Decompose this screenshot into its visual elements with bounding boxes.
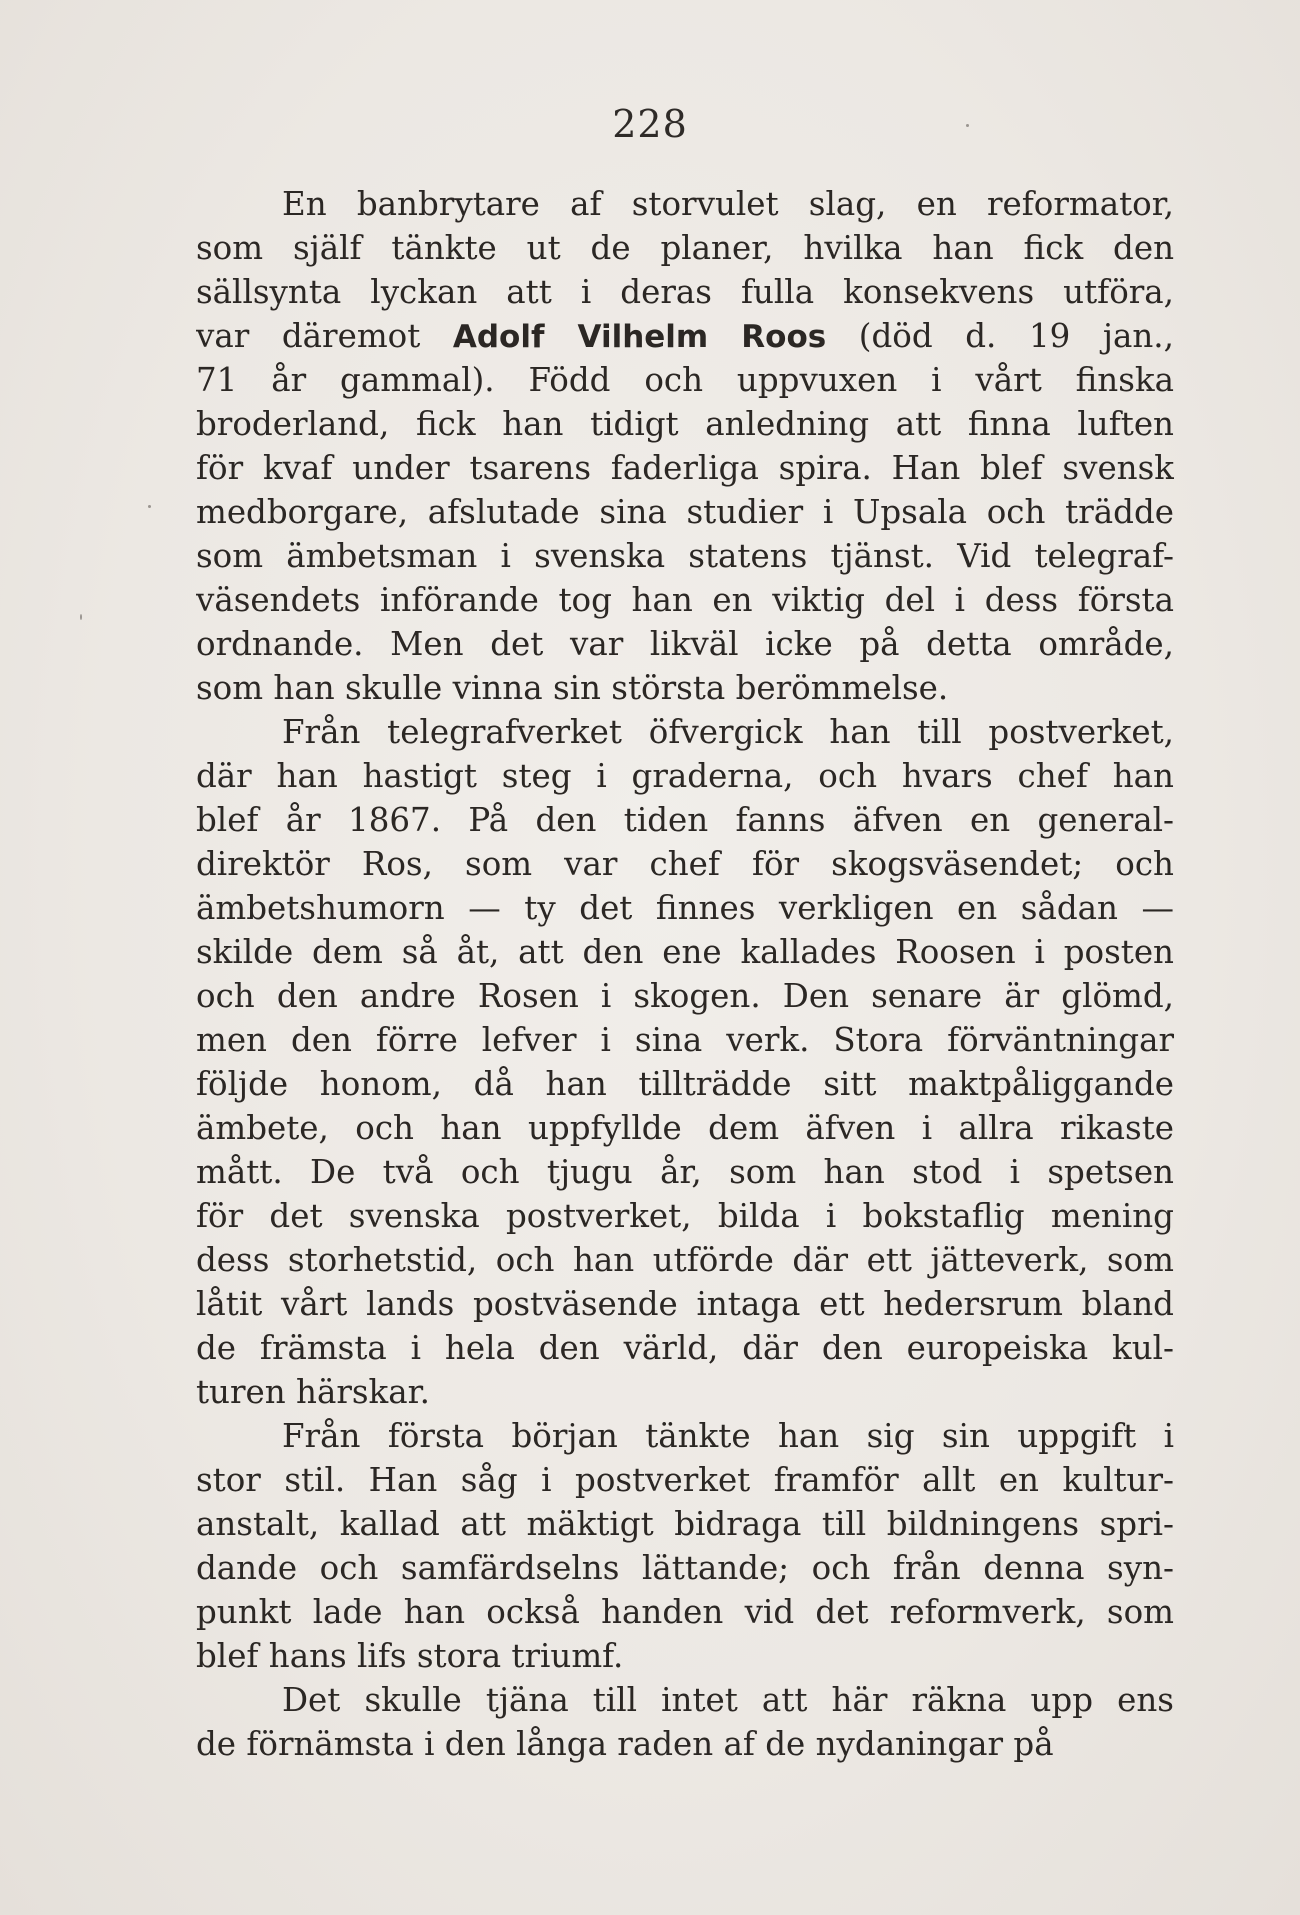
text-line: punkt lade han också handen vid det reformverk, som xyxy=(196,1593,1174,1631)
text-line: låtit vårt lands postväsende intaga ett hedersrum bland xyxy=(196,1285,1174,1323)
text-line: blef år 1867. På den tiden fanns äfven en general- xyxy=(196,801,1174,839)
text-line: för det svenska postverket, bilda i bokstaflig mening xyxy=(196,1197,1174,1235)
text-line: ämbetshumorn — ty det finnes verkligen en sådan — xyxy=(196,889,1174,927)
text-line: Det skulle tjäna till intet att här räkna upp ens xyxy=(282,1681,1174,1719)
paragraph xyxy=(196,1678,1174,1766)
text-line: de förnämsta i den långa raden af de nydaningar på xyxy=(196,1725,1054,1763)
text-line: broderland, fick han tidigt anledning att finna luften xyxy=(196,405,1174,443)
text-line: väsendets införande tog han en viktig del i dess första xyxy=(196,581,1174,619)
text-line: för kvaf under tsarens faderliga spira. Han blef svensk xyxy=(196,449,1174,487)
text-line: 71 år gammal). Född och uppvuxen i vårt finska xyxy=(196,361,1174,399)
text-line: medborgare, afslutade sina studier i Upsala och trädde xyxy=(196,493,1174,531)
text-line xyxy=(196,314,1174,358)
text-line: turen härskar. xyxy=(196,1373,430,1411)
text-line: stor stil. Han såg i postverket framför allt en kultur- xyxy=(196,1461,1174,1499)
text-line: de främsta i hela den värld, där den europeiska kul- xyxy=(196,1329,1174,1367)
text-line: skilde dem så åt, att den ene kallades Roosen i posten xyxy=(196,933,1174,971)
text-line: anstalt, kallad att mäktigt bidraga till bildningens spri- xyxy=(196,1505,1174,1543)
text-line: ämbete, och han uppfyllde dem äfven i allra rikaste xyxy=(196,1109,1174,1147)
text-line: dande och samfärdselns lättande; och från denna syn- xyxy=(196,1549,1174,1587)
paper-speck xyxy=(966,124,969,127)
text-line: Från telegrafverket öfvergick han till postverket, xyxy=(282,713,1174,751)
text-segment: (död d. 19 jan., xyxy=(826,317,1174,355)
text-line: mått. De två och tjugu år, som han stod i spetsen xyxy=(196,1153,1174,1191)
paragraph xyxy=(196,710,1174,1414)
text-line: och den andre Rosen i skogen. Den senare är glömd, xyxy=(196,977,1174,1015)
text-line: men den förre lefver i sina verk. Stora förväntningar xyxy=(196,1021,1174,1059)
text-line: ordnande. Men det var likväl icke på detta område, xyxy=(196,625,1174,663)
body-text xyxy=(196,182,1174,1766)
text-line: som själf tänkte ut de planer, hvilka han fick den xyxy=(196,229,1174,267)
text-line: där han hastigt steg i graderna, och hvars chef han xyxy=(196,757,1174,795)
person-name: Adolf Vilhelm Roos xyxy=(452,319,827,355)
text-line: sällsynta lyckan att i deras fulla konsekvens utföra, xyxy=(196,273,1174,311)
paper-speck xyxy=(148,505,151,508)
text-line: dess storhetstid, och han utförde där ett jätteverk, som xyxy=(196,1241,1174,1279)
text-line: följde honom, då han tillträdde sitt maktpåliggande xyxy=(196,1065,1174,1103)
text-line: direktör Ros, som var chef för skogsväsendet; och xyxy=(196,845,1174,883)
text-line: blef hans lifs stora triumf. xyxy=(196,1637,624,1675)
text-line: som ämbetsman i svenska statens tjänst. Vid telegraf- xyxy=(196,537,1174,575)
paper-speck xyxy=(80,614,82,620)
paragraph xyxy=(196,182,1174,710)
text-line: Från första början tänkte han sig sin uppgift i xyxy=(282,1417,1174,1455)
paragraph xyxy=(196,1414,1174,1678)
page-number: 228 xyxy=(612,102,688,146)
text-line: som han skulle vinna sin största berömmelse. xyxy=(196,669,949,707)
text-segment: var däremot xyxy=(196,317,453,355)
text-line: En banbrytare af storvulet slag, en reformator, xyxy=(282,185,1174,223)
